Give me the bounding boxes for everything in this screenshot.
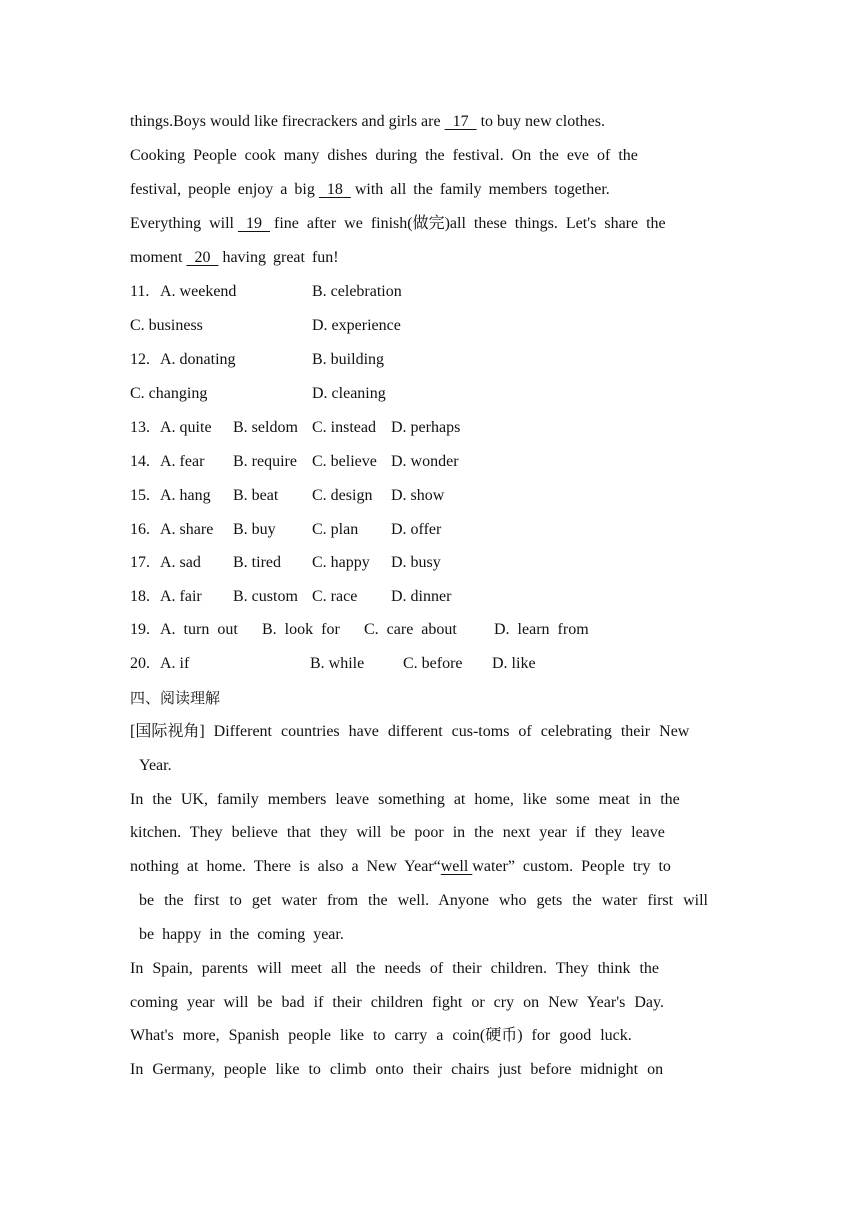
option-d: D. cleaning xyxy=(312,385,386,402)
reading-line: In Spain, parents will meet all the needs of their children. They think the xyxy=(130,960,660,977)
option-a: A. fear xyxy=(160,453,205,470)
question-number: 17. xyxy=(130,554,150,571)
reading-text: nothing at home. There is also a New Year“ xyxy=(130,858,441,875)
reading-line: be the first to get water from the well. Anyone who gets the water first will xyxy=(139,892,708,909)
underlined-word: well xyxy=(440,858,473,875)
passage-line-1 xyxy=(130,112,605,132)
option-c: C. plan xyxy=(312,521,359,538)
question-number: 16. xyxy=(130,521,150,538)
passage-text: Everything will xyxy=(130,215,234,232)
option-c: C. care about xyxy=(364,621,457,638)
blank-19: 19 xyxy=(245,215,262,232)
question-number: 12. xyxy=(130,351,150,368)
passage-line-2 xyxy=(130,146,732,166)
blank-17: 17 xyxy=(452,113,469,130)
option-d: D. show xyxy=(391,487,445,504)
option-c: C. design xyxy=(312,487,373,504)
question-number: 20. xyxy=(130,655,150,672)
option-d: D. busy xyxy=(391,554,441,571)
reading-line: kitchen. They believe that they will be poor in the next year if they leave xyxy=(130,824,665,841)
option-c: C. race xyxy=(312,588,358,605)
passage-text: having great fun! xyxy=(222,249,339,266)
option-c: C. instead xyxy=(312,419,376,436)
option-a: A. weekend xyxy=(160,283,237,300)
option-b: B. beat xyxy=(233,487,279,504)
option-a: A. share xyxy=(160,521,214,538)
passage-line-5 xyxy=(130,248,339,268)
option-b: B. celebration xyxy=(312,283,402,300)
option-c: C. changing xyxy=(130,385,208,402)
reading-line: be happy in the coming year. xyxy=(139,926,344,943)
question-number: 19. xyxy=(130,621,150,638)
passage-text: to buy new clothes. xyxy=(480,113,605,130)
option-b: B. custom xyxy=(233,588,298,605)
option-b: B. seldom xyxy=(233,419,298,436)
blank-18: 18 xyxy=(326,181,343,198)
passage-text: with all the family members together. xyxy=(354,181,610,198)
question-number: 11. xyxy=(130,283,150,300)
option-d: D. offer xyxy=(391,521,442,538)
option-d: D. perhaps xyxy=(391,419,461,436)
option-b: B. require xyxy=(233,453,297,470)
option-c: C. happy xyxy=(312,554,370,571)
reading-line xyxy=(130,857,671,877)
option-b: B. buy xyxy=(233,521,276,538)
passage-text: moment xyxy=(130,249,183,266)
reading-line: coming year will be bad if their children fight or cry on New Year's Day. xyxy=(130,994,664,1011)
option-c: C. believe xyxy=(312,453,377,470)
reading-line: In the UK, family members leave something at home, like some meat in the xyxy=(130,791,680,808)
passage-text: festival, people enjoy a big xyxy=(130,181,315,198)
option-d: D. experience xyxy=(312,317,401,334)
option-d: D. wonder xyxy=(391,453,459,470)
reading-line xyxy=(130,722,732,742)
question-number: 15. xyxy=(130,487,150,504)
option-a: A. hang xyxy=(160,487,211,504)
reading-text: water” custom. People try to xyxy=(472,858,671,875)
option-a: A. turn out xyxy=(160,621,238,638)
question-number: 13. xyxy=(130,419,150,436)
section-title: 四、阅读理解 xyxy=(130,689,221,707)
option-a: A. donating xyxy=(160,351,236,368)
option-c: C. business xyxy=(130,317,203,334)
option-b: B. look for xyxy=(262,621,340,638)
reading-text: [国际视角] Different countries have different cus-toms of celebrating their New xyxy=(130,723,690,740)
option-d: D. dinner xyxy=(391,588,452,605)
option-a: A. if xyxy=(160,655,190,672)
option-b: B. tired xyxy=(233,554,281,571)
option-b: B. building xyxy=(312,351,385,368)
option-a: A. fair xyxy=(160,588,202,605)
reading-line: Year. xyxy=(139,757,172,774)
passage-text: Cooking People cook many dishes during the festival. On the eve of the xyxy=(130,147,638,164)
option-a: A. quite xyxy=(160,419,212,436)
option-a: A. sad xyxy=(160,554,201,571)
option-d: D. learn from xyxy=(494,621,589,638)
reading-line: What's more, Spanish people like to carry a coin(硬币) for good luck. xyxy=(130,1027,632,1044)
reading-line: In Germany, people like to climb onto their chairs just before midnight on xyxy=(130,1061,664,1078)
blank-20: 20 xyxy=(194,249,211,266)
option-d: D. like xyxy=(492,655,536,672)
passage-line-3 xyxy=(130,180,610,200)
option-c: C. before xyxy=(403,655,463,672)
passage-line-4 xyxy=(130,214,666,234)
question-number: 14. xyxy=(130,453,150,470)
passage-text: things.Boys would like firecrackers and girls are xyxy=(130,113,441,130)
passage-text: fine after we finish(做完)all these things. Let's share the xyxy=(273,215,666,232)
option-b: B. while xyxy=(310,655,365,672)
question-number: 18. xyxy=(130,588,150,605)
